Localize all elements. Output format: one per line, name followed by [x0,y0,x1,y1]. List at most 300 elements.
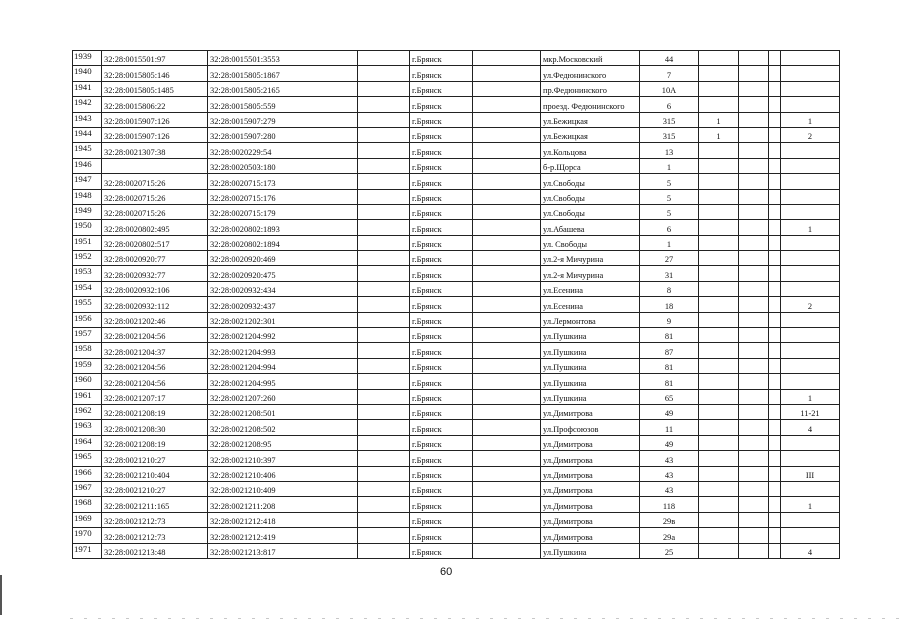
cell-empty-col [358,528,410,543]
cell-row-number: 1950 [73,220,102,235]
cell-empty-col [739,174,769,189]
cell-empty-col [473,66,541,81]
cell-row-number: 1947 [73,174,102,189]
cell-cadastral-number-building: 32:28:0020229:54 [208,143,358,158]
cell-building [699,220,739,235]
cell-apartment [781,81,840,96]
cell-empty-col [358,204,410,219]
cell-empty-col [473,497,541,512]
cell-cadastral-number-building: 32:28:0020802:1894 [208,235,358,250]
cell-building [699,451,739,466]
cell-building [699,174,739,189]
cell-apartment [781,512,840,527]
cell-empty-col [473,343,541,358]
cell-cadastral-number-land: 32:28:0020802:495 [102,220,208,235]
cell-apartment [781,266,840,281]
cell-empty-col [769,174,781,189]
cell-empty-col [769,435,781,450]
cell-street: ул.Димитрова [541,528,640,543]
cell-empty-col [769,343,781,358]
cell-row-number: 1939 [73,51,102,66]
cell-empty-col [473,435,541,450]
cell-empty-col [739,281,769,296]
cell-apartment: 2 [781,127,840,142]
cell-row-number: 1944 [73,127,102,142]
cell-empty-col [769,251,781,266]
cell-row-number: 1968 [73,497,102,512]
cell-cadastral-number-land: 32:28:0021212:73 [102,528,208,543]
cell-house-number: 5 [640,189,699,204]
cell-row-number: 1954 [73,281,102,296]
cell-apartment: 1 [781,497,840,512]
cell-empty-col [769,543,781,558]
cell-empty-col [473,297,541,312]
cell-empty-col [739,481,769,496]
cell-building [699,420,739,435]
cell-row-number: 1969 [73,512,102,527]
cell-street: ул.Бежицкая [541,127,640,142]
cell-row-number: 1940 [73,66,102,81]
cell-street: ул.Димитрова [541,481,640,496]
cell-empty-col [769,266,781,281]
table-row [73,328,840,343]
cell-building [699,374,739,389]
cell-street: ул.Димитрова [541,435,640,450]
cell-building [699,312,739,327]
cell-empty-col [358,404,410,419]
cell-empty-col [358,220,410,235]
cell-building [699,343,739,358]
cell-cadastral-number-building: 32:28:0015501:3553 [208,51,358,66]
cell-cadastral-number-building: 32:28:0021207:260 [208,389,358,404]
table-row [73,297,840,312]
cell-apartment: 4 [781,543,840,558]
cell-house-number: 5 [640,174,699,189]
cell-empty-col [358,481,410,496]
cell-empty-col [473,51,541,66]
cell-row-number: 1960 [73,374,102,389]
cell-house-number: 44 [640,51,699,66]
cell-building [699,97,739,112]
cell-cadastral-number-building: 32:28:0021210:409 [208,481,358,496]
cell-cadastral-number-land: 32:28:0020932:112 [102,297,208,312]
cell-city: г.Брянск [410,358,473,373]
cell-row-number: 1965 [73,451,102,466]
cell-empty-col [769,328,781,343]
cell-empty-col [358,297,410,312]
cell-building [699,543,739,558]
cell-cadastral-number-land: 32:28:0021307:38 [102,143,208,158]
cell-cadastral-number-land: 32:28:0021204:56 [102,358,208,373]
cell-apartment: 2 [781,297,840,312]
cell-empty-col [769,297,781,312]
cell-empty-col [473,143,541,158]
cell-empty-col [473,481,541,496]
cell-cadastral-number-land: 32:28:0021210:404 [102,466,208,481]
cell-apartment: 1 [781,389,840,404]
cell-empty-col [358,358,410,373]
cell-empty-col [358,158,410,173]
cell-empty-col [769,451,781,466]
cell-building [699,528,739,543]
cell-street: ул.Есенина [541,281,640,296]
cell-apartment: 1 [781,220,840,235]
cell-row-number: 1964 [73,435,102,450]
cell-cadastral-number-land: 32:28:0020932:77 [102,266,208,281]
cell-empty-col [739,528,769,543]
cell-cadastral-number-land: 32:28:0020715:26 [102,174,208,189]
cell-empty-col [473,420,541,435]
cell-apartment [781,51,840,66]
cell-cadastral-number-building: 32:28:0020802:1893 [208,220,358,235]
cell-cadastral-number-land: 32:28:0015501:97 [102,51,208,66]
cell-street: ул.Пушкина [541,358,640,373]
cell-cadastral-number-land: 32:28:0015805:1485 [102,81,208,96]
cell-empty-col [739,158,769,173]
cell-city: г.Брянск [410,374,473,389]
cell-empty-col [358,389,410,404]
cell-apartment [781,143,840,158]
cell-house-number: 31 [640,266,699,281]
cell-building [699,143,739,158]
cell-empty-col [739,235,769,250]
cell-street: ул.Кольцова [541,143,640,158]
cell-apartment [781,251,840,266]
cell-empty-col [739,389,769,404]
cell-row-number: 1958 [73,343,102,358]
cell-city: г.Брянск [410,512,473,527]
cell-city: г.Брянск [410,481,473,496]
cell-street: ул.Пушкина [541,543,640,558]
cell-cadastral-number-building: 32:28:0021204:993 [208,343,358,358]
cell-house-number: 81 [640,328,699,343]
cell-row-number: 1945 [73,143,102,158]
cell-apartment [781,451,840,466]
cell-empty-col [739,189,769,204]
table-row [73,143,840,158]
table-row [73,451,840,466]
cell-row-number: 1946 [73,158,102,173]
cell-cadastral-number-building: 32:28:0021210:397 [208,451,358,466]
cell-empty-col [739,66,769,81]
cell-empty-col [769,312,781,327]
scan-edge-mark [0,575,2,615]
cell-empty-col [739,251,769,266]
cell-empty-col [358,343,410,358]
cell-empty-col [739,204,769,219]
cell-empty-col [739,127,769,142]
cell-city: г.Брянск [410,189,473,204]
cell-cadastral-number-land: 32:28:0021210:27 [102,451,208,466]
cell-house-number: 29в [640,512,699,527]
cell-empty-col [473,389,541,404]
cell-empty-col [358,451,410,466]
cell-empty-col [769,528,781,543]
cell-city: г.Брянск [410,66,473,81]
cell-empty-col [769,66,781,81]
cell-house-number: 7 [640,66,699,81]
cell-row-number: 1949 [73,204,102,219]
cell-house-number: 315 [640,127,699,142]
cell-empty-col [473,374,541,389]
cell-cadastral-number-building: 32:28:0021202:301 [208,312,358,327]
cell-apartment [781,435,840,450]
cell-apartment [781,174,840,189]
cell-empty-col [358,312,410,327]
cell-cadastral-number-land: 32:28:0021208:30 [102,420,208,435]
cell-house-number: 43 [640,451,699,466]
cell-street: ул.Свободы [541,189,640,204]
scan-noise [70,618,900,619]
cell-city: г.Брянск [410,451,473,466]
cell-cadastral-number-building: 32:28:0020503:180 [208,158,358,173]
cell-row-number: 1941 [73,81,102,96]
cell-cadastral-number-land: 32:28:0020920:77 [102,251,208,266]
cell-row-number: 1955 [73,297,102,312]
cell-apartment: 11-21 [781,404,840,419]
table-row [73,127,840,142]
table-row [73,497,840,512]
cell-building [699,404,739,419]
cell-city: г.Брянск [410,466,473,481]
cell-cadastral-number-building: 32:28:0021210:406 [208,466,358,481]
cell-house-number: 49 [640,404,699,419]
cell-empty-col [769,512,781,527]
cell-building: 1 [699,127,739,142]
cell-street: ул.Абашева [541,220,640,235]
cell-street: мкр.Московский [541,51,640,66]
cell-street: ул.Пушкина [541,328,640,343]
cell-building [699,251,739,266]
cell-house-number: 5 [640,204,699,219]
cell-cadastral-number-land: 32:28:0021213:48 [102,543,208,558]
cell-house-number: 6 [640,220,699,235]
table-row [73,389,840,404]
cell-city: г.Брянск [410,297,473,312]
cell-empty-col [358,281,410,296]
cell-empty-col [473,328,541,343]
cell-empty-col [473,220,541,235]
cell-empty-col [769,374,781,389]
cell-empty-col [473,266,541,281]
cell-building [699,66,739,81]
cell-building [699,466,739,481]
cell-empty-col [769,358,781,373]
table-row [73,204,840,219]
cell-apartment: III [781,466,840,481]
cell-empty-col [473,127,541,142]
cell-city: г.Брянск [410,81,473,96]
cell-building [699,204,739,219]
cell-house-number: 27 [640,251,699,266]
cell-city: г.Брянск [410,343,473,358]
cell-house-number: 81 [640,358,699,373]
cell-row-number: 1948 [73,189,102,204]
cell-empty-col [473,281,541,296]
cell-empty-col [473,97,541,112]
cell-house-number: 9 [640,312,699,327]
cell-cadastral-number-building: 32:28:0021212:419 [208,528,358,543]
table-row [73,343,840,358]
cell-cadastral-number-building: 32:28:0015805:559 [208,97,358,112]
cell-apartment [781,312,840,327]
cell-apartment [781,328,840,343]
cell-building [699,297,739,312]
cell-building [699,358,739,373]
cell-apartment [781,528,840,543]
cell-empty-col [769,281,781,296]
cell-city: г.Брянск [410,158,473,173]
table-row [73,66,840,81]
cell-house-number: 49 [640,435,699,450]
cell-empty-col [769,497,781,512]
cell-row-number: 1959 [73,358,102,373]
cell-street: б-р.Щорса [541,158,640,173]
cell-cadastral-number-building: 32:28:0021213:817 [208,543,358,558]
cell-empty-col [769,235,781,250]
cell-street: ул.Димитрова [541,466,640,481]
cell-empty-col [358,266,410,281]
cell-empty-col [473,512,541,527]
cell-empty-col [358,235,410,250]
cell-empty-col [769,189,781,204]
page-number: 60 [440,566,453,578]
cell-street: ул.Димитрова [541,404,640,419]
cell-apartment [781,481,840,496]
table-row [73,266,840,281]
cell-empty-col [473,112,541,127]
cell-building [699,189,739,204]
cell-empty-col [769,112,781,127]
cell-empty-col [358,543,410,558]
cell-city: г.Брянск [410,543,473,558]
cell-city: г.Брянск [410,497,473,512]
cell-row-number: 1963 [73,420,102,435]
table-row [73,374,840,389]
cell-cadastral-number-building: 32:28:0020715:179 [208,204,358,219]
cell-cadastral-number-building: 32:28:0015907:280 [208,127,358,142]
cell-row-number: 1967 [73,481,102,496]
cell-city: г.Брянск [410,251,473,266]
cell-empty-col [739,358,769,373]
cell-empty-col [739,328,769,343]
cell-apartment [781,204,840,219]
cell-apartment [781,66,840,81]
cell-apartment [781,281,840,296]
cell-apartment: 4 [781,420,840,435]
cell-empty-col [769,143,781,158]
cell-apartment [781,158,840,173]
cell-city: г.Брянск [410,528,473,543]
cell-empty-col [473,528,541,543]
cell-cadastral-number-land: 32:28:0021207:17 [102,389,208,404]
cell-empty-col [769,389,781,404]
cell-cadastral-number-building: 32:28:0021208:501 [208,404,358,419]
table-row [73,312,840,327]
cell-cadastral-number-land: 32:28:0021202:46 [102,312,208,327]
cell-empty-col [739,81,769,96]
cell-street: ул.Федюнинского [541,66,640,81]
cell-cadastral-number-land: 32:28:0021212:73 [102,512,208,527]
cell-empty-col [769,97,781,112]
cell-street: ул.Бежицкая [541,112,640,127]
cell-row-number: 1951 [73,235,102,250]
cell-house-number: 65 [640,389,699,404]
cell-city: г.Брянск [410,204,473,219]
cell-empty-col [473,404,541,419]
cell-row-number: 1966 [73,466,102,481]
cell-city: г.Брянск [410,435,473,450]
cell-empty-col [473,81,541,96]
cell-cadastral-number-land: 32:28:0015907:126 [102,127,208,142]
cell-city: г.Брянск [410,51,473,66]
cell-empty-col [358,466,410,481]
cell-empty-col [358,512,410,527]
cell-building [699,481,739,496]
cell-empty-col [769,127,781,142]
cell-street: ул.Пушкина [541,374,640,389]
cell-empty-col [769,420,781,435]
cell-empty-col [473,189,541,204]
cell-empty-col [769,158,781,173]
cell-city: г.Брянск [410,127,473,142]
cell-empty-col [358,328,410,343]
cell-apartment: 1 [781,112,840,127]
cell-building [699,281,739,296]
cell-cadastral-number-building: 32:28:0021212:418 [208,512,358,527]
cell-empty-col [358,420,410,435]
cell-empty-col [473,312,541,327]
cell-apartment [781,189,840,204]
cell-house-number: 18 [640,297,699,312]
table-row [73,112,840,127]
cell-house-number: 6 [640,97,699,112]
table-row [73,528,840,543]
table-row [73,235,840,250]
cell-cadastral-number-building: 32:28:0020932:434 [208,281,358,296]
cell-empty-col [358,127,410,142]
cell-empty-col [769,481,781,496]
cell-empty-col [739,51,769,66]
cell-empty-col [473,358,541,373]
cell-empty-col [358,51,410,66]
cell-cadastral-number-land: 32:28:0021211:165 [102,497,208,512]
cell-empty-col [739,220,769,235]
cell-building [699,512,739,527]
table-row [73,420,840,435]
cell-empty-col [473,451,541,466]
cell-street: ул.Димитрова [541,451,640,466]
cell-cadastral-number-land: 32:28:0015907:126 [102,112,208,127]
cell-row-number: 1956 [73,312,102,327]
cell-building: 1 [699,112,739,127]
cell-house-number: 10А [640,81,699,96]
table-row [73,97,840,112]
cell-empty-col [769,204,781,219]
cell-building [699,81,739,96]
cell-city: г.Брянск [410,312,473,327]
cell-cadastral-number-land: 32:28:0015805:146 [102,66,208,81]
cell-empty-col [473,235,541,250]
cell-street: проезд. Федюнинского [541,97,640,112]
cell-cadastral-number-building: 32:28:0020920:475 [208,266,358,281]
cell-street: ул.Пушкина [541,343,640,358]
cell-street: ул.Профсоюзов [541,420,640,435]
cell-empty-col [358,112,410,127]
cell-empty-col [739,497,769,512]
cell-building [699,51,739,66]
cell-building [699,435,739,450]
